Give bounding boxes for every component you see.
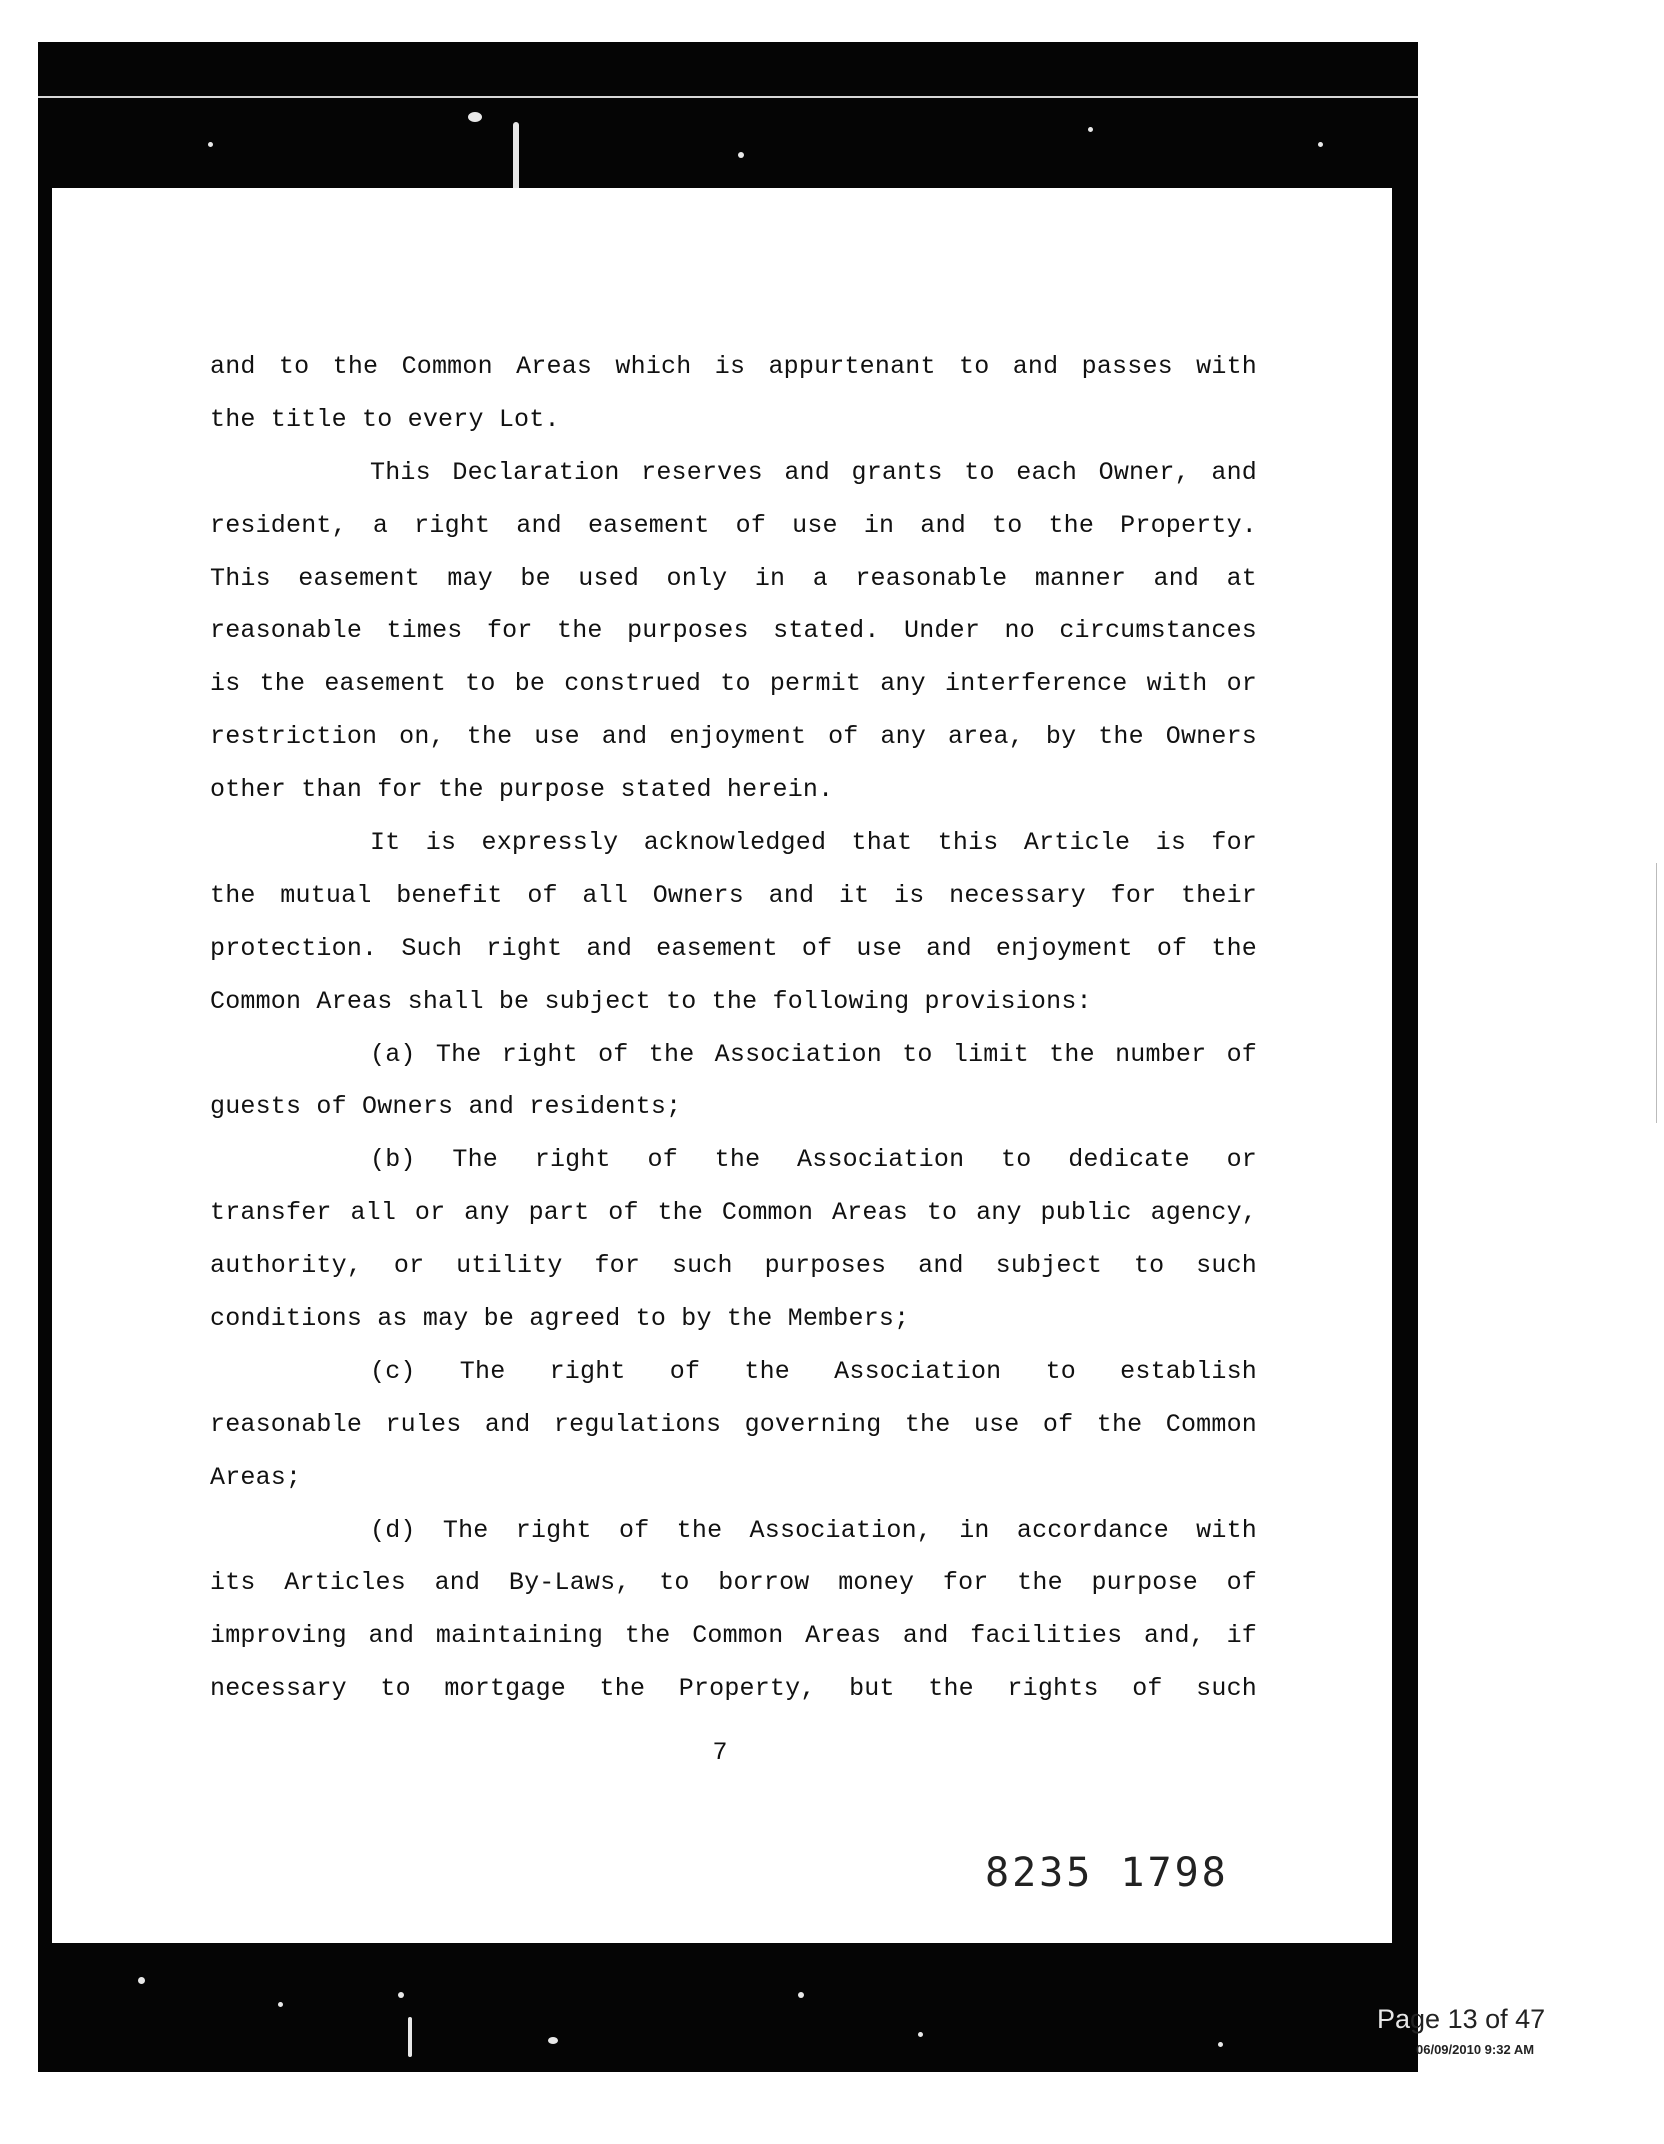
document-line: It is expressly acknowledged that this Article is for: [370, 828, 1257, 858]
scan-noise: [408, 2017, 412, 2057]
page-indicator-label: ge 13 of 47: [1410, 2004, 1546, 2034]
scan-noise: [208, 142, 213, 147]
document-line: conditions as may be agreed to by the Members;: [210, 1304, 910, 1334]
document-line: This easement may be used only in a reasonable manner and at: [210, 563, 1257, 593]
document-line: is the easement to be construed to permit any interference with or: [210, 669, 1257, 699]
document-line: necessary to mortgage the Property, but the rights of such: [210, 1674, 1257, 1704]
scan-noise: [1218, 2042, 1223, 2047]
print-timestamp: 06/09/2010 9:32 AM: [1416, 2042, 1535, 2057]
document-line: reasonable times for the purposes stated. Under no circumstances: [210, 616, 1257, 646]
document-line: guests of Owners and residents;: [210, 1092, 682, 1122]
page-edge: [1656, 863, 1657, 1123]
document-line: This Declaration reserves and grants to each Owner, and: [370, 457, 1257, 487]
scan-noise: [398, 1992, 404, 1998]
document-line: (d) The right of the Association, in accordance with: [370, 1515, 1257, 1545]
document-line: Areas;: [210, 1462, 302, 1492]
scan-noise: [738, 152, 744, 158]
document-line: reasonable rules and regulations governing the use of the Common: [210, 1409, 1257, 1439]
document-line: other than for the purpose stated herein.: [210, 775, 834, 805]
document-line: protection. Such right and easement of use and enjoyment of the: [210, 933, 1257, 963]
document-line: (b) The right of the Association to dedicate or: [370, 1145, 1257, 1175]
scan-noise: [918, 2032, 923, 2037]
document-line: authority, or utility for such purposes and subject to such: [210, 1251, 1257, 1281]
document-line: (a) The right of the Association to limit the number of: [370, 1039, 1257, 1069]
book-page-stamp: 8235 1798: [985, 1850, 1229, 1896]
scan-artifact-line: [38, 96, 1418, 98]
scan-noise: [278, 2002, 283, 2007]
document-line: improving and maintaining the Common Areas and facilities and, if: [210, 1621, 1257, 1651]
document-line: (c) The right of the Association to establish: [370, 1356, 1257, 1386]
viewer-page-indicator: [1377, 2004, 1545, 2035]
scan-noise: [1088, 127, 1093, 132]
scan-noise: [548, 2037, 558, 2044]
scan-noise: [798, 1992, 804, 1998]
document-line: resident, a right and easement of use in and to the Property.: [210, 510, 1257, 540]
document-line: restriction on, the use and enjoyment of any area, by the Owners: [210, 722, 1257, 752]
scan-noise: [1318, 142, 1323, 147]
document-line: transfer all or any part of the Common Areas to any public agency,: [210, 1198, 1257, 1228]
document-line: the title to every Lot.: [210, 404, 560, 434]
document-line: Common Areas shall be subject to the following provisions:: [210, 986, 1092, 1016]
scan-noise: [138, 1977, 145, 1984]
page-indicator-prefix: Pa: [1377, 2004, 1411, 2034]
document-line: its Articles and By-Laws, to borrow money for the purpose of: [210, 1568, 1257, 1598]
document-line: and to the Common Areas which is appurtenant to and passes with: [210, 352, 1257, 381]
page-number: 7: [712, 1738, 728, 1767]
document-body: [210, 341, 1257, 1716]
scan-noise: [468, 112, 482, 122]
document-line: the mutual benefit of all Owners and it is necessary for their: [210, 880, 1257, 910]
